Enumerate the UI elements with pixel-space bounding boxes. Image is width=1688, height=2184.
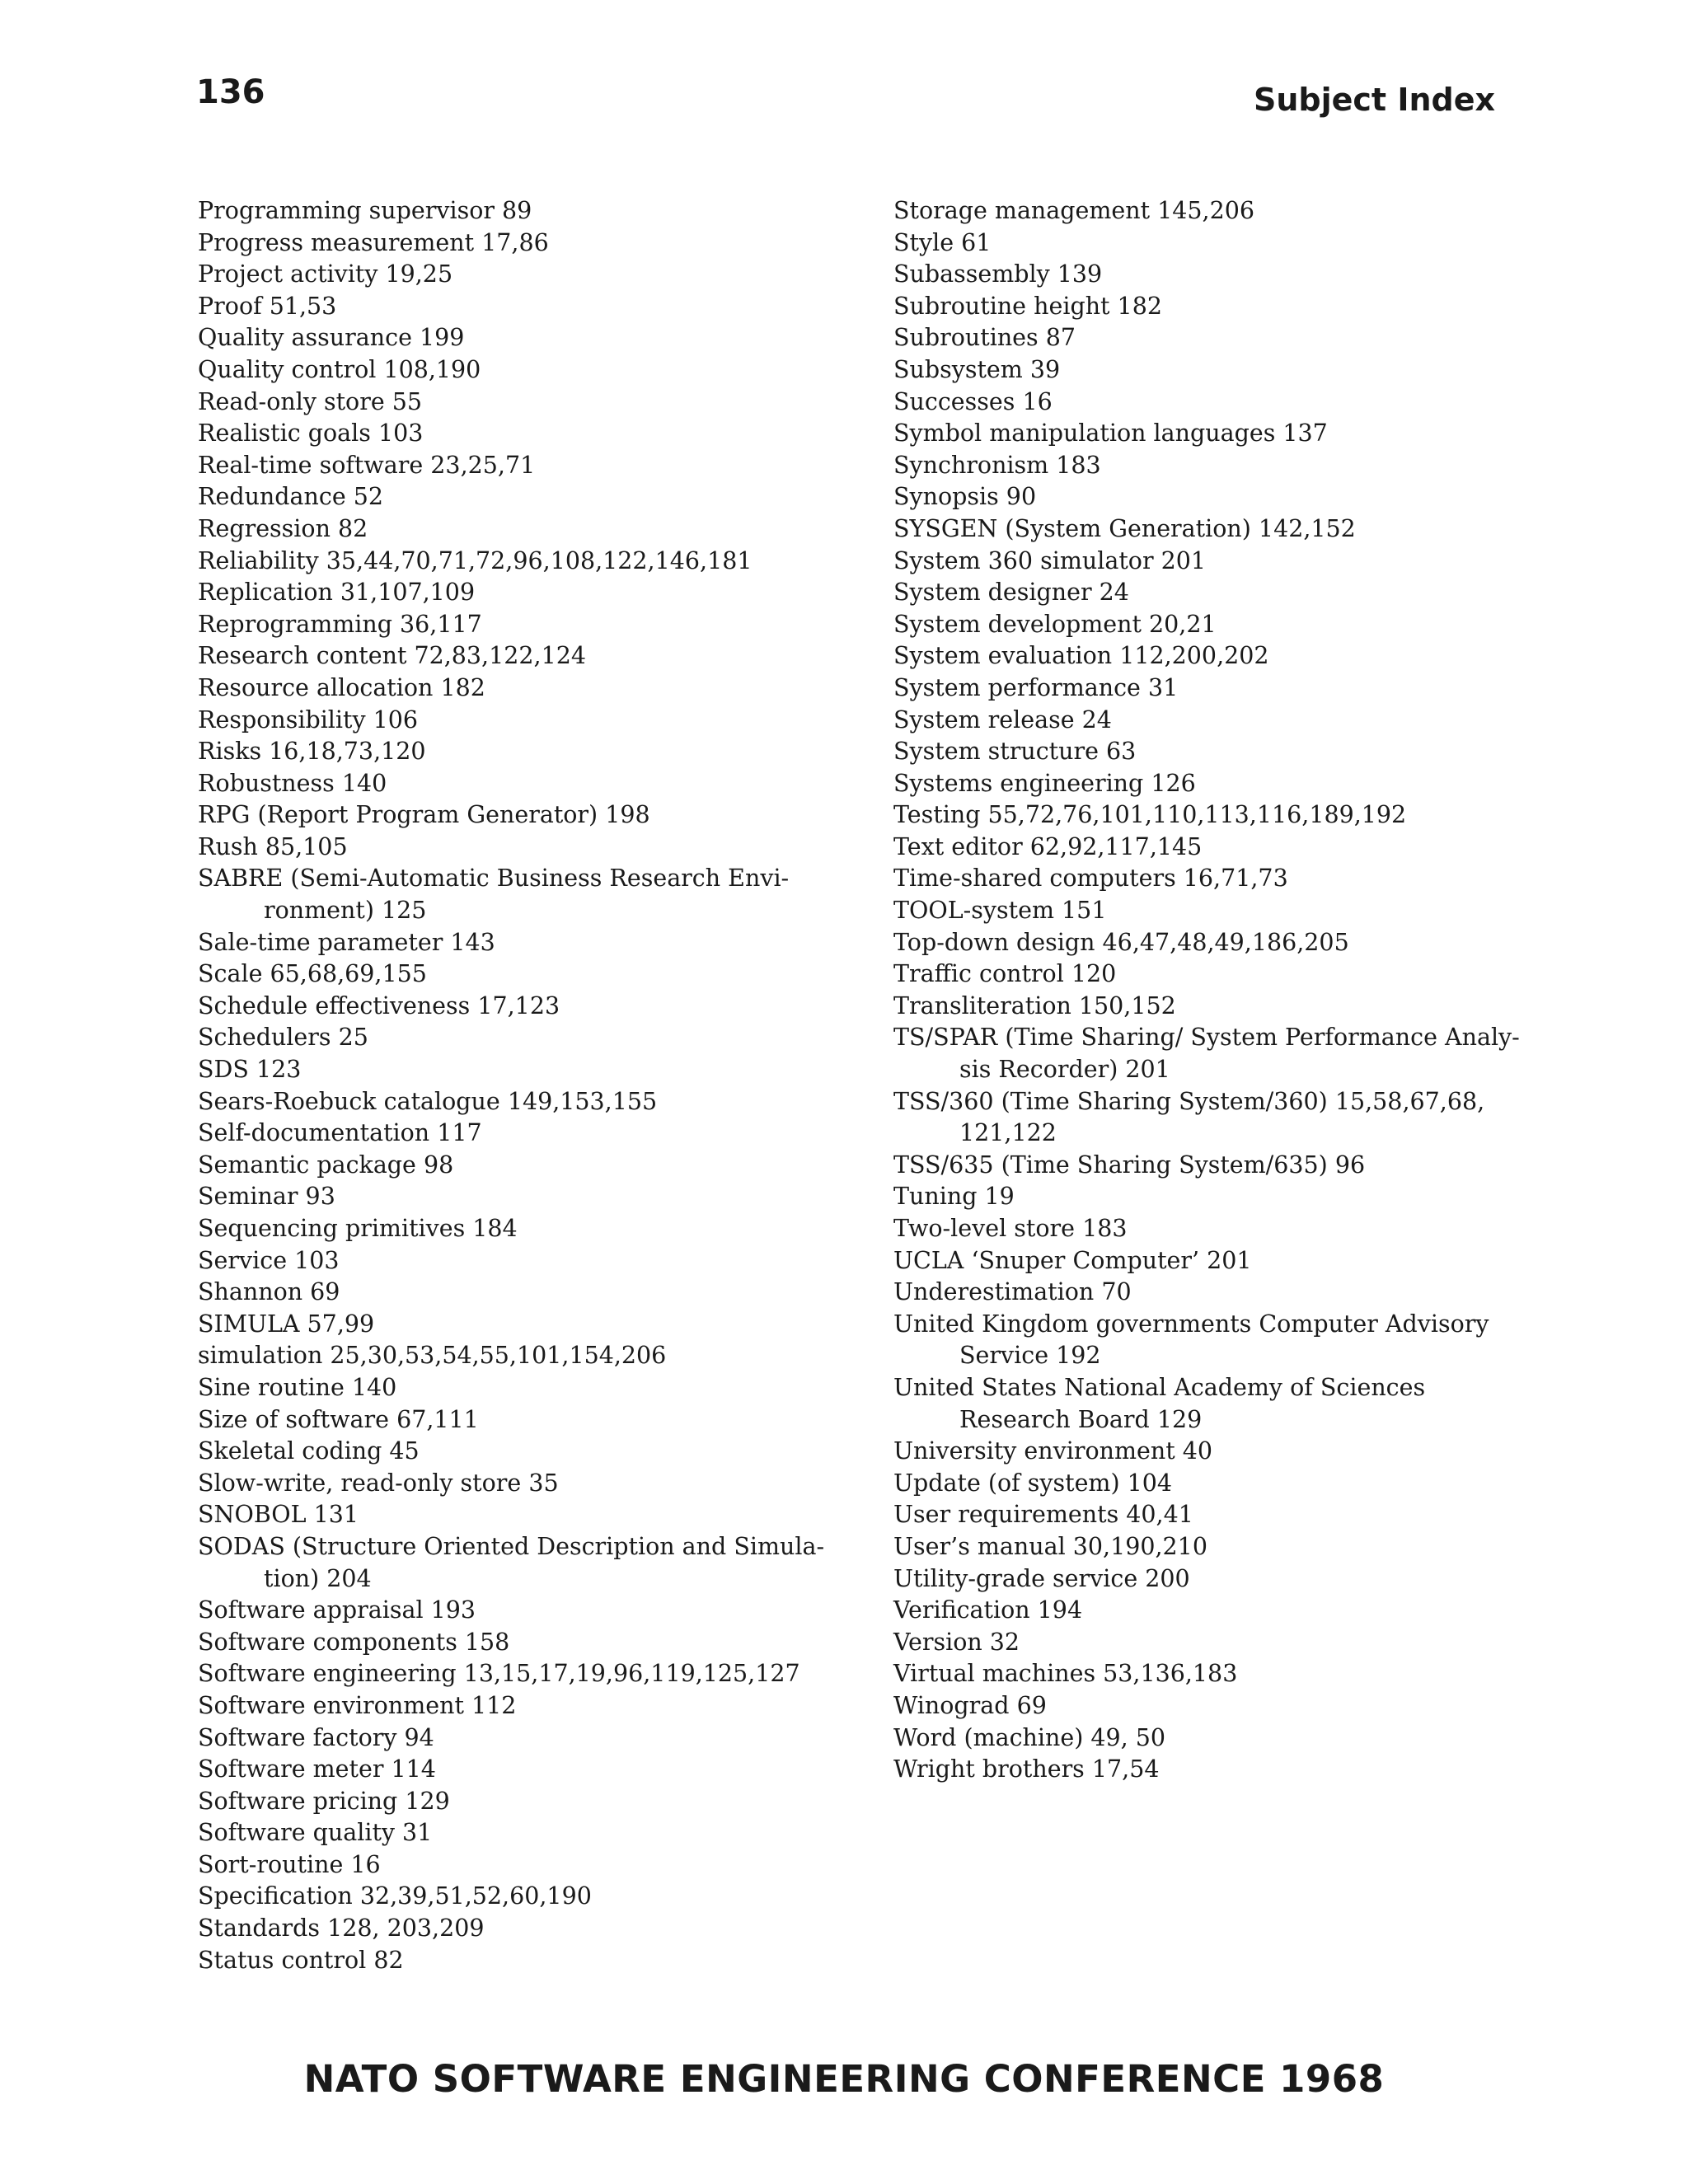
index-entry: Sequencing primitives 184 [198,1215,518,1242]
index-entry: Semantic package 98 [198,1151,454,1179]
index-entry: System designer 24 [893,579,1129,607]
index-entry: Word (machine) 49, 50 [893,1723,1166,1751]
index-entry: Sine routine 140 [198,1373,397,1401]
index-entry: Replication 31,107,109 [198,579,476,607]
index-entry: Quality control 108,190 [198,355,481,383]
index-entry: Storage management 145,206 [893,197,1255,224]
index-entry: Real-time software 23,25,71 [198,451,536,479]
index-entry: Synopsis 90 [893,483,1037,511]
index-entry: Text editor 62,92,117,145 [893,832,1203,860]
index-entry: System evaluation 112,200,202 [893,642,1269,670]
index-entry: Rush 85,105 [198,832,348,860]
index-entry: Subroutines 87 [893,324,1076,352]
index-entry: Traffic control 120 [893,960,1117,988]
index-entry: Style 61 [893,228,992,256]
index-entry: Version 32 [893,1628,1020,1656]
index-entry: Reliability 35,44,70,71,72,96,108,122,146,181 [198,546,753,574]
index-entry: Software meter 114 [198,1755,436,1783]
index-entry-continuation: sis Recorder) 201 [959,1056,1170,1084]
index-entry: Reprogramming 36,117 [198,610,482,638]
index-entry: User requirements 40,41 [893,1501,1193,1529]
index-entry: SODAS (Structure Oriented Description and Simula- [198,1532,825,1560]
index-entry: Schedulers 25 [198,1024,368,1052]
index-column-left [198,195,824,1976]
index-entry-continuation: tion) 204 [264,1564,372,1592]
index-entry: Sears-Roebuck catalogue 149,153,155 [198,1087,658,1115]
index-entry: Responsibility 106 [198,705,419,733]
index-entry: Tuning 19 [893,1183,1015,1211]
index-entry-continuation: Research Board 129 [959,1405,1203,1433]
index-entry: System structure 63 [893,738,1137,766]
index-entry: Risks 16,18,73,120 [198,738,426,766]
index-entry: Systems engineering 126 [893,769,1196,797]
index-entry: TS/SPAR (Time Sharing/ System Performance Analy- [893,1024,1520,1052]
index-entry: Quality assurance 199 [198,324,465,352]
index-entry: TSS/360 (Time Sharing System/360) 15,58,67,68, [893,1087,1485,1115]
index-entry-continuation: ronment) 125 [264,897,427,925]
index-entry: Software engineering 13,15,17,19,96,119,125,127 [198,1660,800,1688]
index-entry: Subassembly 139 [893,260,1103,288]
index-entry: Underestimation 70 [893,1278,1132,1306]
index-entry: SABRE (Semi-Automatic Business Research Envi- [198,865,790,893]
index-entry: Shannon 69 [198,1278,340,1306]
index-entry: SYSGEN (System Generation) 142,152 [893,514,1356,542]
index-entry: Virtual machines 53,136,183 [893,1660,1238,1688]
page-number: 136 [196,73,265,111]
index-entry: Top-down design 46,47,48,49,186,205 [893,928,1349,956]
index-entry: Status control 82 [198,1946,404,1974]
index-entry: Read-only store 55 [198,387,423,415]
index-entry: University environment 40 [893,1437,1213,1465]
index-entry: TOOL-system 151 [893,897,1107,925]
index-entry: User’s manual 30,190,210 [893,1532,1207,1560]
index-entry: Robustness 140 [198,769,387,797]
index-entry: RPG (Report Program Generator) 198 [198,801,650,829]
index-entry: UCLA ‘Snuper Computer’ 201 [893,1246,1252,1274]
index-entry: Sort-routine 16 [198,1850,381,1878]
index-entry: Sale-time parameter 143 [198,928,495,956]
index-entry: System release 24 [893,705,1112,733]
index-entry: Software factory 94 [198,1723,434,1751]
index-entry: Testing 55,72,76,101,110,113,116,189,192 [893,801,1407,829]
index-entry: Regression 82 [198,514,368,542]
index-entry: Skeletal coding 45 [198,1437,420,1465]
index-entry: System 360 simulator 201 [893,546,1207,574]
index-entry: Programming supervisor 89 [198,197,532,224]
running-head-title: Subject Index [1253,82,1495,118]
index-entry: Transliteration 150,152 [893,991,1176,1019]
index-entry-continuation: 121,122 [959,1119,1057,1147]
index-entry: Proof 51,53 [198,292,337,320]
index-entry: Redundance 52 [198,483,384,511]
index-entry: Seminar 93 [198,1183,335,1211]
index-entry: Software appraisal 193 [198,1596,476,1624]
index-entry: United States National Academy of Sciences [893,1373,1426,1401]
index-column-right [893,195,1520,1786]
index-entry: Software environment 112 [198,1691,517,1719]
index-entry: Service 103 [198,1246,340,1274]
index-entry: Size of software 67,111 [198,1405,479,1433]
index-entry: Scale 65,68,69,155 [198,960,427,988]
index-entry: Progress measurement 17,86 [198,228,549,256]
index-entry: Research content 72,83,122,124 [198,642,586,670]
index-entry: Realistic goals 103 [198,419,424,448]
index-entry: Resource allocation 182 [198,673,485,701]
index-entry: Verification 194 [893,1596,1083,1624]
index-entry: System development 20,21 [893,610,1217,638]
index-entry: Self-documentation 117 [198,1119,482,1147]
index-entry: SIMULA 57,99 [198,1310,375,1338]
index-entry: Slow-write, read-only store 35 [198,1469,559,1497]
index-entry-continuation: Service 192 [959,1342,1101,1370]
index-entry: System performance 31 [893,673,1179,701]
index-entry: TSS/635 (Time Sharing System/635) 96 [893,1151,1366,1179]
index-entry: Subsystem 39 [893,355,1061,383]
index-entry: Synchronism 183 [893,451,1101,479]
index-entry: Subroutine height 182 [893,292,1162,320]
index-entry: Wright brothers 17,54 [893,1755,1160,1783]
index-entry: Software quality 31 [198,1819,433,1847]
index-entry: SDS 123 [198,1056,302,1084]
index-entry: Software components 158 [198,1628,510,1656]
index-entry: Winograd 69 [893,1691,1047,1719]
index-entry: Project activity 19,25 [198,260,453,288]
index-entry: Time-shared computers 16,71,73 [893,865,1288,893]
index-entry: United Kingdom governments Computer Advisory [893,1310,1489,1338]
index-entry: Successes 16 [893,387,1053,415]
index-entry: Two-level store 183 [893,1215,1128,1242]
index-entry: Schedule effectiveness 17,123 [198,991,560,1019]
index-entry: SNOBOL 131 [198,1501,359,1529]
footer-conference-title: NATO SOFTWARE ENGINEERING CONFERENCE 1968 [303,2057,1385,2101]
index-entry: Software pricing 129 [198,1787,450,1815]
index-entry: Utility-grade service 200 [893,1564,1190,1592]
index-entry: Symbol manipulation languages 137 [893,419,1328,448]
index-entry: Standards 128, 203,209 [198,1915,485,1943]
index-entry: simulation 25,30,53,54,55,101,154,206 [198,1342,667,1370]
index-entry: Specification 32,39,51,52,60,190 [198,1882,592,1910]
index-entry: Update (of system) 104 [893,1469,1173,1497]
